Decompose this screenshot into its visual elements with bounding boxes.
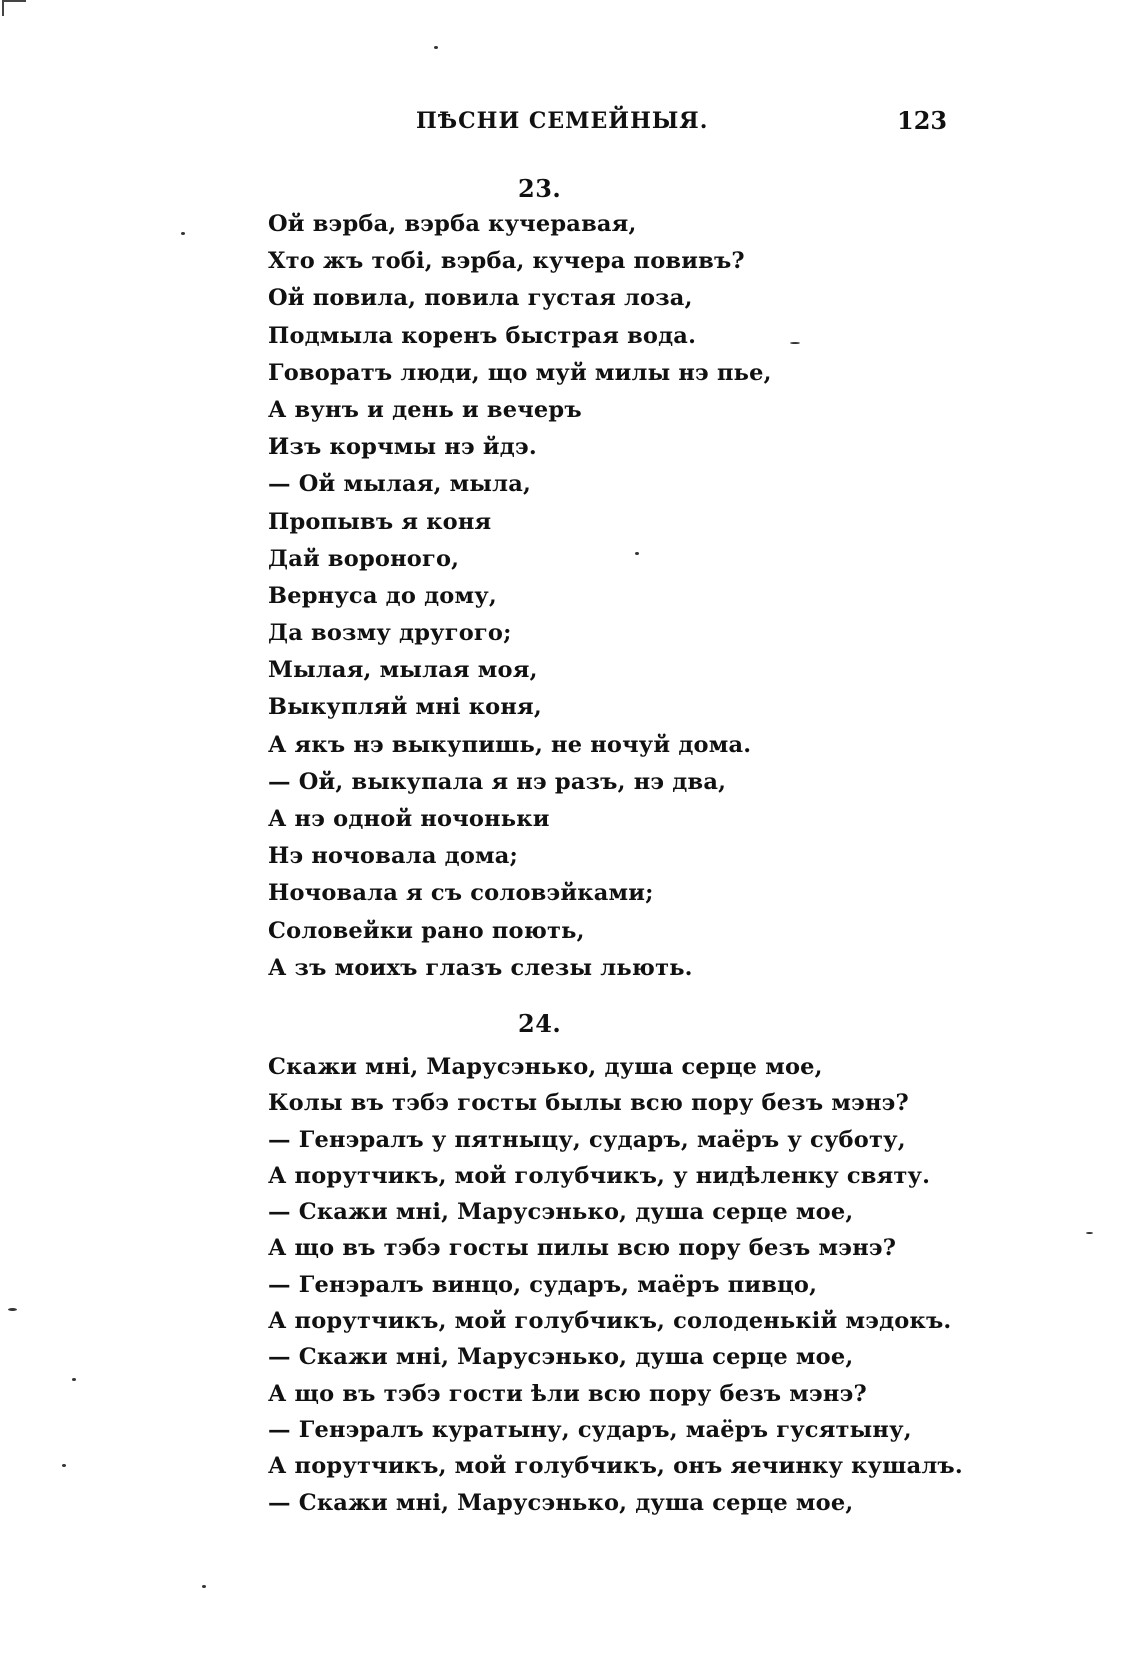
verse-line: А порутчикъ, мой голубчикъ, у нидѣленку святу. <box>268 1162 931 1189</box>
verse-line: — Ой мылая, мыла, <box>268 471 532 498</box>
verse-line: Изъ корчмы нэ йдэ. <box>268 434 537 461</box>
running-title: ПѢСНИ СЕМЕЙНЫЯ. <box>416 108 709 134</box>
verse-line: Ночовала я съ соловэйками; <box>268 880 654 907</box>
verse-line: — Скажи мні, Марусэнько, душа серце мое, <box>268 1199 854 1226</box>
verse-line: А порутчикъ, мой голубчикъ, онъ яечинку кушалъ. <box>268 1453 963 1480</box>
scan-speck <box>1086 1232 1093 1234</box>
verse-line: Соловейки рано поють, <box>268 917 585 944</box>
verse-line: — Генэралъ у пятныцу, сударъ, маёръ у суботу, <box>268 1126 906 1153</box>
verse-line: Колы въ тэбэ госты былы всю пору безъ мэнэ? <box>268 1090 909 1117</box>
verse-line: А нэ одной ночоньки <box>268 806 550 832</box>
verse-line: А що въ тэбэ госты пилы всю пору безъ мэнэ? <box>268 1235 897 1262</box>
verse-line: Ой вэрба, вэрба кучеравая, <box>268 211 637 237</box>
scan-speck <box>790 342 800 344</box>
verse-line: Пропывъ я коня <box>268 508 492 535</box>
verse-line: Выкупляй мні коня, <box>268 694 542 721</box>
scan-speck <box>72 1378 76 1381</box>
verse-line: — Ой, выкупала я нэ разъ, нэ два, <box>268 768 727 795</box>
verse-line: Хто жъ тобі, вэрба, кучера повивъ? <box>268 248 745 275</box>
song-number: 24. <box>518 1009 562 1038</box>
verse-line: — Генэралъ винцо, сударъ, маёръ пивцо, <box>268 1271 818 1298</box>
verse-line: А порутчикъ, мой голубчикъ, солоденькій мэдокъ. <box>268 1308 952 1335</box>
verse-line: А якъ нэ выкупишь, не ночуй дома. <box>268 731 752 758</box>
verse-line: Подмыла коренъ быстрая вода. <box>268 322 697 349</box>
verse-line: — Скажи мні, Марусэнько, душа серце мое, <box>268 1489 854 1516</box>
verse-line: Дай вороного, <box>268 545 460 572</box>
verse-line: А що въ тэбэ гости ѣли всю пору безъ мэнэ? <box>268 1380 867 1407</box>
verse-line: А зъ моихъ глазъ слезы льють. <box>268 954 693 981</box>
song-23-verse <box>268 206 772 987</box>
verse-line: Вернуса до дому, <box>268 582 497 609</box>
scan-speck <box>181 232 185 235</box>
verse-line: Ой повила, повила густая лоза, <box>268 285 693 312</box>
scan-speck <box>8 1308 17 1311</box>
verse-line: А вунъ и день и вечеръ <box>268 396 582 423</box>
scan-speck <box>62 1464 66 1467</box>
scan-corner-mark <box>2 0 26 16</box>
verse-line: Говоратъ люди, що муй милы нэ пье, <box>268 359 772 386</box>
verse-line: — Генэралъ куратыну, сударъ, маёръ гусятыну, <box>268 1416 912 1443</box>
verse-line: Мылая, мылая моя, <box>268 657 538 684</box>
verse-line: Скажи мні, Марусэнько, душа серце мое, <box>268 1054 823 1080</box>
song-number: 23. <box>518 174 562 203</box>
verse-line: — Скажи мні, Марусэнько, душа серце мое, <box>268 1344 854 1371</box>
song-24-verse <box>268 1049 963 1521</box>
scan-speck <box>202 1585 206 1588</box>
scan-speck <box>434 46 438 49</box>
page-number: 123 <box>897 106 948 135</box>
verse-line: Да возму другого; <box>268 620 512 647</box>
verse-line: Нэ ночовала дома; <box>268 843 519 870</box>
